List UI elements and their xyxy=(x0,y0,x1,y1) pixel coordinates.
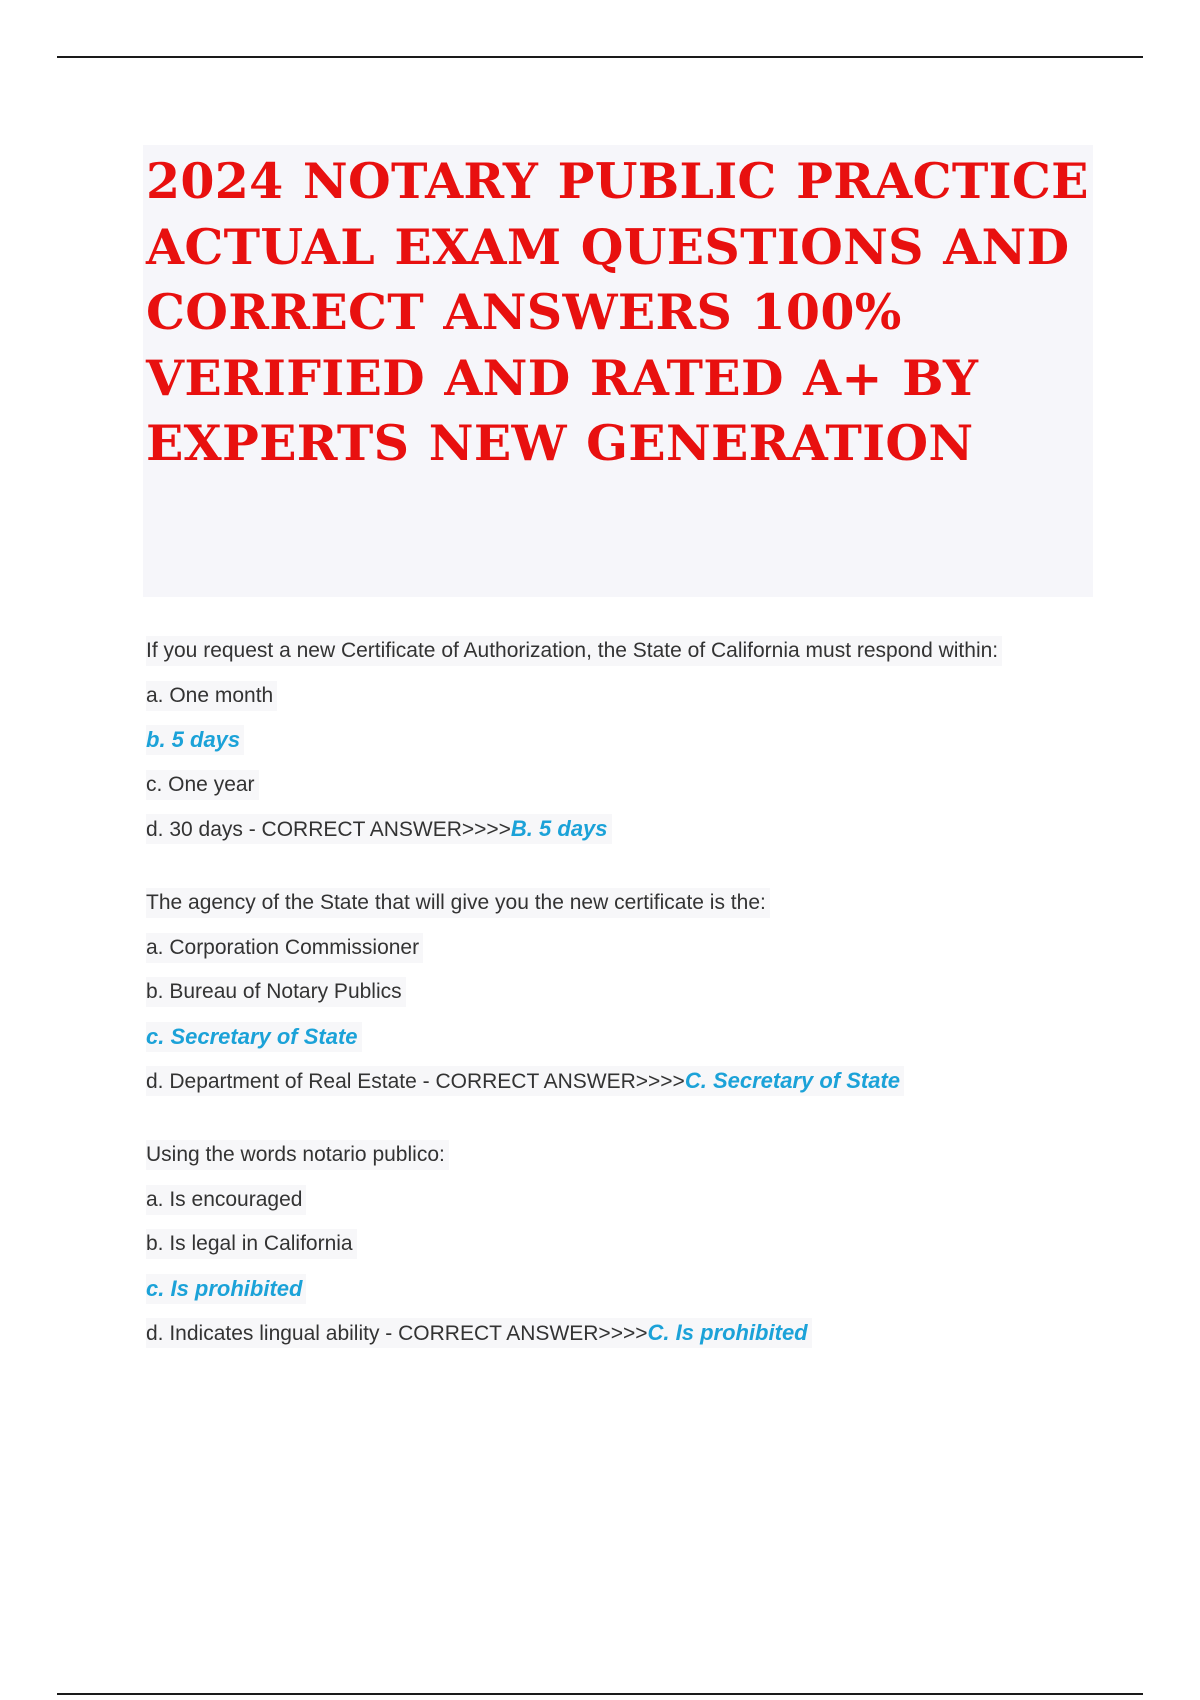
option-c: c. One year xyxy=(146,770,259,800)
correct-answer: B. 5 days xyxy=(510,816,608,841)
document-title: 2024 NOTARY PUBLIC PRACTICE ACTUAL EXAM QUESTIONS AND CORRECT ANSWERS 100% VERIFIED AND RATED A+ BY EXPERTS NEW GENERATION xyxy=(146,152,1089,472)
option-a: a. Corporation Commissioner xyxy=(146,933,423,963)
question-1 xyxy=(146,636,1106,844)
option-d-with-answer xyxy=(146,1066,904,1096)
question-prompt: The agency of the State that will give you the new certificate is the: xyxy=(146,888,770,918)
top-rule xyxy=(57,56,1143,58)
correct-answer: C. Is prohibited xyxy=(647,1320,808,1345)
option-d: d. Department of Real Estate - CORRECT ANSWER>>>> xyxy=(146,1070,685,1093)
option-b: b. Bureau of Notary Publics xyxy=(146,977,406,1007)
option-c-correct: c. Is prohibited xyxy=(146,1274,306,1304)
option-a: a. Is encouraged xyxy=(146,1185,306,1215)
option-d-with-answer xyxy=(146,814,612,844)
option-b: b. Is legal in California xyxy=(146,1229,357,1259)
question-3 xyxy=(146,1140,1106,1348)
question-prompt: If you request a new Certificate of Authorization, the State of California must respond within: xyxy=(146,636,1002,666)
option-d-with-answer xyxy=(146,1318,812,1348)
correct-answer: C. Secretary of State xyxy=(684,1068,901,1093)
question-prompt: Using the words notario publico: xyxy=(146,1140,449,1170)
bottom-rule xyxy=(57,1693,1143,1695)
questions-list xyxy=(146,636,1106,1392)
question-2 xyxy=(146,888,1106,1096)
option-a: a. One month xyxy=(146,681,277,711)
option-b-correct: b. 5 days xyxy=(146,725,244,755)
option-d: d. 30 days - CORRECT ANSWER>>>> xyxy=(146,818,511,841)
option-c-correct: c. Secretary of State xyxy=(146,1022,362,1052)
option-d: d. Indicates lingual ability - CORRECT ANSWER>>>> xyxy=(146,1322,648,1345)
title-block xyxy=(143,145,1093,597)
